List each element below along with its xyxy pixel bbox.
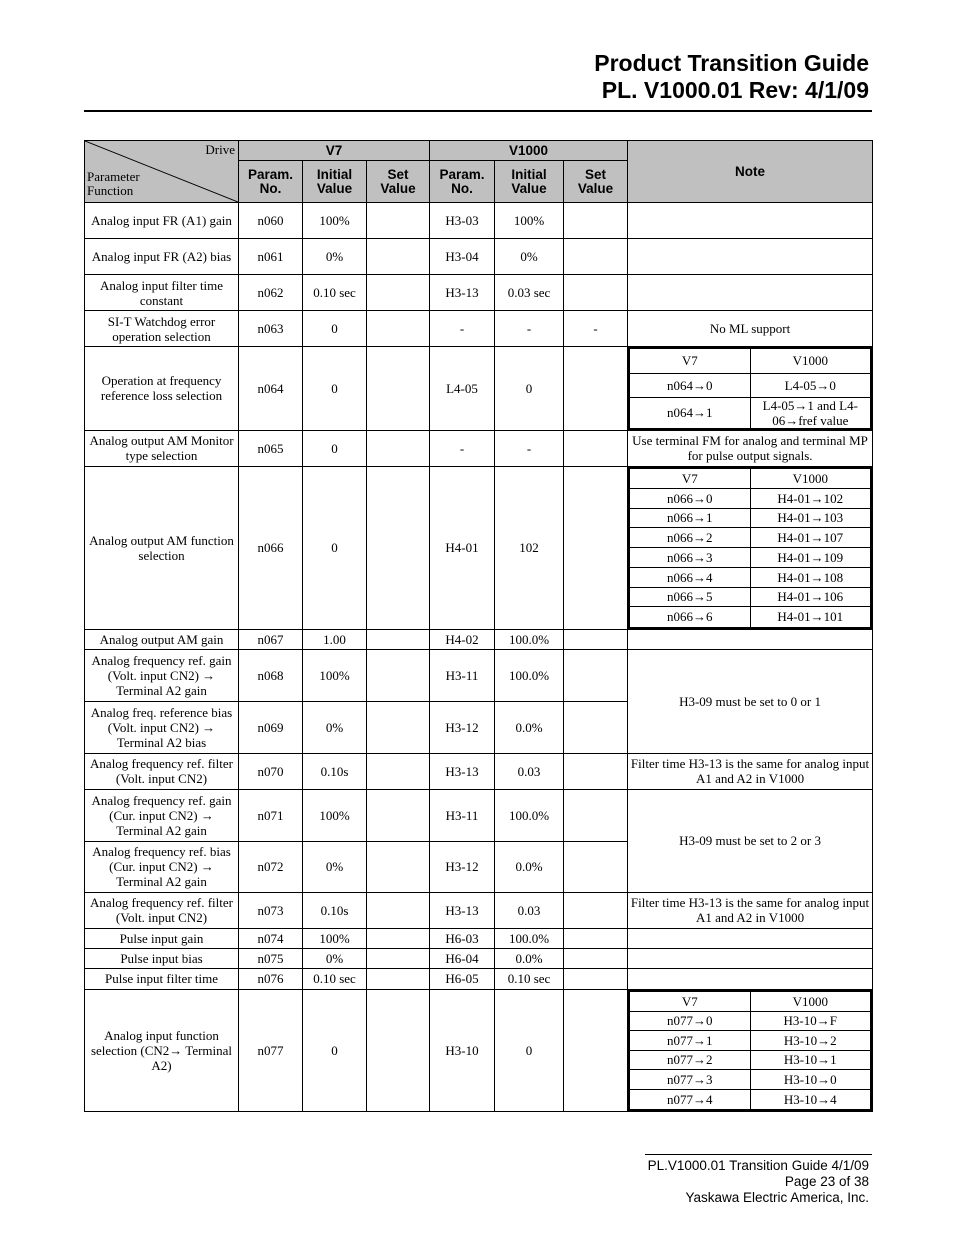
v7-param-no-cell: n060 [239, 203, 303, 239]
v1000-param-no-cell: H3-13 [430, 275, 495, 311]
v1000-param-no-cell: H3-13 [430, 892, 495, 928]
mapping-row [630, 607, 870, 627]
v1000-param-no-cell: H3-12 [430, 701, 495, 753]
v7-initial-value-header: Initial Value [303, 161, 367, 203]
v1000-set-value-cell [564, 466, 628, 629]
mapping-row [630, 567, 870, 587]
mapping-table [630, 349, 870, 428]
note-cell [628, 629, 873, 649]
table-row [85, 275, 873, 311]
table-row [85, 203, 873, 239]
note-cell [628, 239, 873, 275]
mapping-v1000-value: H4-01→106 [750, 587, 870, 607]
v7-set-value-cell [367, 275, 430, 311]
mapping-table-frame [628, 467, 872, 629]
mapping-table [630, 992, 870, 1109]
v7-set-value-cell [367, 239, 430, 275]
mapping-row [630, 397, 870, 428]
v1000-group-header: V1000 [430, 141, 628, 161]
v7-param-no-cell: n062 [239, 275, 303, 311]
v7-initial-value-cell: 0 [303, 347, 367, 431]
mapping-row [630, 1011, 870, 1031]
mapping-row [630, 528, 870, 548]
mapping-header-v7: V7 [630, 992, 750, 1012]
v7-set-value-cell [367, 968, 430, 989]
v7-set-value-cell [367, 649, 430, 701]
v1000-initial-value-cell: 100.0% [495, 789, 564, 841]
parameter-function-cell: Analog frequency ref. filter (Volt. input CN2) [85, 753, 239, 789]
note-cell [628, 968, 873, 989]
v7-param-no-cell: n068 [239, 649, 303, 701]
v1000-set-value-cell [564, 629, 628, 649]
v7-set-value-cell [367, 466, 430, 629]
table-row [85, 629, 873, 649]
title-line-1: Product Transition Guide [594, 50, 869, 76]
v1000-param-no-cell: - [430, 311, 495, 347]
corner-parameter-label [87, 170, 140, 198]
v1000-set-value-cell [564, 892, 628, 928]
mapping-v1000-value: L4-05→1 and L4-06→fref value [750, 397, 870, 428]
mapping-v1000-value: H3-10→0 [750, 1070, 870, 1090]
v1000-initial-value-cell: 102 [495, 466, 564, 629]
note-cell: H3-09 must be set to 0 or 1 [628, 649, 873, 753]
v1000-param-no-header: Param. No. [430, 161, 495, 203]
mapping-row [630, 1089, 870, 1109]
v7-param-no-cell: n063 [239, 311, 303, 347]
v1000-initial-value-cell: 100.0% [495, 629, 564, 649]
note-cell [628, 275, 873, 311]
v7-set-value-cell [367, 203, 430, 239]
page-footer [648, 1158, 869, 1206]
v1000-set-value-cell [564, 841, 628, 892]
v1000-initial-value-cell: 0% [495, 239, 564, 275]
v1000-initial-value-cell: 0.0% [495, 948, 564, 968]
v1000-set-value-cell [564, 649, 628, 701]
mapping-v7-value: n066→6 [667, 609, 713, 625]
footer-line-1: PL.V1000.01 Transition Guide 4/1/09 [647, 1158, 869, 1173]
v1000-initial-value-cell: - [495, 430, 564, 466]
mapping-v7-value: n066→4 [630, 567, 750, 587]
v1000-set-value-cell: - [564, 311, 628, 347]
v7-initial-value-cell: 100% [303, 789, 367, 841]
v7-param-no-cell: n066 [239, 466, 303, 629]
page-title [594, 50, 869, 104]
v1000-param-no-cell: H4-01 [430, 466, 495, 629]
v1000-set-value-cell [564, 928, 628, 948]
parameter-function-cell: Analog frequency ref. bias (Cur. input CN2) → Terminal A2 gain [85, 841, 239, 892]
v7-initial-value-cell: 0 [303, 430, 367, 466]
v7-initial-value-cell: 0% [303, 841, 367, 892]
mapping-row [630, 587, 870, 607]
v1000-param-no-cell: - [430, 430, 495, 466]
v1000-initial-value-cell: 100.0% [495, 928, 564, 948]
mapping-v1000-value: H4-01→109 [750, 548, 870, 568]
mapping-v1000-value: H4-01→107 [750, 528, 870, 548]
mapping-v1000-value: H3-10→1 [750, 1050, 870, 1070]
v7-set-value-cell [367, 989, 430, 1111]
mapping-v7-value: n077→2 [630, 1050, 750, 1070]
v7-set-value-cell [367, 311, 430, 347]
v7-initial-value-cell: 100% [303, 928, 367, 948]
mapping-table-frame [628, 990, 872, 1111]
v7-initial-value-cell: 0.10 sec [303, 968, 367, 989]
v7-set-value-cell [367, 701, 430, 753]
v1000-initial-value-cell: 0.03 [495, 892, 564, 928]
v1000-param-no-cell: H3-10 [430, 989, 495, 1111]
v7-param-no-cell: n067 [239, 629, 303, 649]
v7-initial-value-cell: 0% [303, 948, 367, 968]
mapping-row [630, 508, 870, 528]
parameter-function-cell: Analog frequency ref. filter (Volt. input CN2) [85, 892, 239, 928]
mapping-v1000-value: H3-10→4 [750, 1089, 870, 1109]
table-row [85, 948, 873, 968]
v1000-param-no-cell: H3-11 [430, 789, 495, 841]
note-cell [628, 203, 873, 239]
v1000-initial-value-cell: 0.10 sec [495, 968, 564, 989]
parameter-function-cell: Analog input function selection (CN2→ Terminal A2) [85, 989, 239, 1111]
mapping-v1000-value: H4-01→102 [750, 488, 870, 508]
v1000-set-value-cell [564, 968, 628, 989]
v7-set-value-cell [367, 789, 430, 841]
v1000-initial-value-header: Initial Value [495, 161, 564, 203]
parameter-function-cell: Analog output AM gain [85, 629, 239, 649]
v1000-param-no-cell: H3-13 [430, 753, 495, 789]
v1000-param-no-cell: H6-03 [430, 928, 495, 948]
header-rule [84, 110, 872, 112]
v7-param-no-header: Param. No. [239, 161, 303, 203]
parameter-function-cell: Analog output AM Monitor type selection [85, 430, 239, 466]
mapping-v7-value: n066→3 [630, 548, 750, 568]
mapping-table [630, 469, 870, 627]
v7-param-no-cell: n069 [239, 701, 303, 753]
mapping-v1000-value: H4-01→108 [750, 567, 870, 587]
v7-set-value-cell [367, 928, 430, 948]
table-row [85, 892, 873, 928]
footer-line-3: Yaskawa Electric America, Inc. [685, 1190, 869, 1205]
v7-initial-value-cell: 0 [303, 311, 367, 347]
v7-initial-value-cell: 0.10s [303, 753, 367, 789]
v1000-set-value-cell [564, 753, 628, 789]
v1000-initial-value-cell: 0.0% [495, 841, 564, 892]
v1000-set-value-cell [564, 989, 628, 1111]
v1000-set-value-cell [564, 347, 628, 431]
v1000-initial-value-cell: 100.0% [495, 649, 564, 701]
title-line-2: PL. V1000.01 Rev: 4/1/09 [601, 77, 869, 103]
v1000-param-no-cell: H6-05 [430, 968, 495, 989]
v1000-initial-value-cell: 0 [495, 989, 564, 1111]
corner-header-cell [85, 141, 239, 203]
v7-param-no-cell: n074 [239, 928, 303, 948]
v1000-set-value-cell [564, 430, 628, 466]
v1000-set-value-cell [564, 239, 628, 275]
v7-param-no-cell: n073 [239, 892, 303, 928]
mapping-v1000-value: L4-05→0 [750, 373, 870, 397]
v1000-param-no-cell: H3-11 [430, 649, 495, 701]
note-cell: H3-09 must be set to 2 or 3 [628, 789, 873, 892]
v1000-param-no-cell: H3-04 [430, 239, 495, 275]
v7-param-no-cell: n077 [239, 989, 303, 1111]
table-row [85, 928, 873, 948]
footer-rule [645, 1154, 872, 1155]
v7-param-no-cell: n061 [239, 239, 303, 275]
parameter-function-cell: Analog input FR (A1) gain [85, 203, 239, 239]
mapping-header-row [630, 469, 870, 489]
table-row [85, 466, 873, 629]
table-row [85, 649, 873, 701]
parameter-function-cell: SI-T Watchdog error operation selection [85, 311, 239, 347]
corner-drive-label: Drive [205, 142, 235, 157]
v1000-set-value-cell [564, 701, 628, 753]
parameter-function-cell: Operation at frequency reference loss selection [85, 347, 239, 431]
corner-param-line2: Function [87, 183, 134, 198]
mapping-header-row [630, 349, 870, 373]
parameter-function-cell: Pulse input filter time [85, 968, 239, 989]
mapping-row [630, 548, 870, 568]
note-cell: Use terminal FM for analog and terminal MP for pulse output signals. [628, 430, 873, 466]
v7-param-no-cell: n065 [239, 430, 303, 466]
v7-set-value-cell [367, 841, 430, 892]
v7-group-header: V7 [239, 141, 430, 161]
table-row [85, 311, 873, 347]
parameter-function-cell: Analog freq. reference bias (Volt. input CN2) → Terminal A2 bias [85, 701, 239, 753]
v7-param-no-cell: n072 [239, 841, 303, 892]
parameter-function-cell: Analog input filter time constant [85, 275, 239, 311]
mapping-header-v7: V7 [630, 349, 750, 373]
v1000-initial-value-cell: 0 [495, 347, 564, 431]
mapping-header-v1000: V1000 [750, 349, 870, 373]
mapping-row [630, 488, 870, 508]
v1000-set-value-cell [564, 948, 628, 968]
parameter-function-cell: Analog frequency ref. gain (Volt. input CN2) → Terminal A2 gain [85, 649, 239, 701]
corner-param-line1: Parameter [87, 169, 140, 184]
v7-initial-value-cell: 0 [303, 466, 367, 629]
note-cell [628, 347, 873, 431]
note-cell: Filter time H3-13 is the same for analog input A1 and A2 in V1000 [628, 892, 873, 928]
v7-param-no-cell: n070 [239, 753, 303, 789]
v7-param-no-cell: n076 [239, 968, 303, 989]
v7-param-no-cell: n071 [239, 789, 303, 841]
parameter-function-cell: Pulse input gain [85, 928, 239, 948]
mapping-header-v1000: V1000 [750, 992, 870, 1012]
mapping-header-row [630, 992, 870, 1012]
footer-line-2: Page 23 of 38 [784, 1174, 869, 1189]
mapping-v1000-value: H3-10→2 [750, 1031, 870, 1051]
mapping-row [630, 373, 870, 397]
mapping-v1000-value: H3-10→F [750, 1011, 870, 1031]
table-row [85, 347, 873, 431]
v1000-initial-value-cell: 0.03 sec [495, 275, 564, 311]
parameter-function-cell: Pulse input bias [85, 948, 239, 968]
v1000-param-no-cell: H3-12 [430, 841, 495, 892]
v1000-param-no-cell: L4-05 [430, 347, 495, 431]
v7-set-value-cell [367, 629, 430, 649]
v7-set-value-cell [367, 430, 430, 466]
mapping-row [630, 1050, 870, 1070]
v7-set-value-cell [367, 347, 430, 431]
v1000-param-no-cell: H6-04 [430, 948, 495, 968]
v1000-initial-value-cell: 0.0% [495, 701, 564, 753]
v1000-set-value-cell [564, 275, 628, 311]
mapping-v7-value: n077→1 [630, 1031, 750, 1051]
v7-initial-value-cell: 100% [303, 649, 367, 701]
v1000-param-no-cell: H3-03 [430, 203, 495, 239]
table-row [85, 239, 873, 275]
mapping-v1000-value: H4-01→101 [750, 607, 870, 627]
parameter-function-cell: Analog output AM function selection [85, 466, 239, 629]
mapping-row [630, 1031, 870, 1051]
mapping-v7-value: n077→4 [667, 1091, 713, 1107]
v7-initial-value-cell: 0% [303, 701, 367, 753]
mapping-header-v7: V7 [630, 469, 750, 489]
v7-initial-value-cell: 1.00 [303, 629, 367, 649]
mapping-v7-value: n064→0 [630, 373, 750, 397]
mapping-v7-value: n066→1 [630, 508, 750, 528]
mapping-v1000-value: H4-01→103 [750, 508, 870, 528]
v1000-param-no-cell: H4-02 [430, 629, 495, 649]
v1000-initial-value-cell: - [495, 311, 564, 347]
note-cell [628, 466, 873, 629]
mapping-v7-value: n066→5 [630, 587, 750, 607]
note-header: Note [628, 141, 873, 203]
parameter-function-cell: Analog frequency ref. gain (Cur. input CN2) → Terminal A2 gain [85, 789, 239, 841]
mapping-v7-value: n077→3 [630, 1070, 750, 1090]
table-row [85, 430, 873, 466]
note-cell: No ML support [628, 311, 873, 347]
v7-param-no-cell: n075 [239, 948, 303, 968]
table-row [85, 753, 873, 789]
parameter-function-cell: Analog input FR (A2) bias [85, 239, 239, 275]
v7-initial-value-cell: 0% [303, 239, 367, 275]
v7-set-value-cell [367, 892, 430, 928]
v1000-set-value-header: Set Value [564, 161, 628, 203]
table-row [85, 989, 873, 1111]
note-cell [628, 989, 873, 1111]
v1000-initial-value-cell: 0.03 [495, 753, 564, 789]
parameter-table [84, 140, 873, 1112]
v7-initial-value-cell: 100% [303, 203, 367, 239]
v1000-initial-value-cell: 100% [495, 203, 564, 239]
v7-initial-value-cell: 0.10s [303, 892, 367, 928]
mapping-v7-value: n077→0 [630, 1011, 750, 1031]
note-cell [628, 928, 873, 948]
v7-initial-value-cell: 0.10 sec [303, 275, 367, 311]
v7-set-value-cell [367, 753, 430, 789]
mapping-v7-value: n066→0 [630, 488, 750, 508]
table-row [85, 789, 873, 841]
mapping-v7-value: n064→1 [667, 405, 713, 420]
v7-set-value-cell [367, 948, 430, 968]
v7-param-no-cell: n064 [239, 347, 303, 431]
note-cell: Filter time H3-13 is the same for analog input A1 and A2 in V1000 [628, 753, 873, 789]
v1000-set-value-cell [564, 203, 628, 239]
v7-initial-value-cell: 0 [303, 989, 367, 1111]
table-row [85, 968, 873, 989]
mapping-v7-value: n066→2 [630, 528, 750, 548]
mapping-table-frame [628, 347, 872, 430]
note-cell [628, 948, 873, 968]
v7-set-value-header: Set Value [367, 161, 430, 203]
mapping-header-v1000: V1000 [750, 469, 870, 489]
mapping-row [630, 1070, 870, 1090]
v1000-set-value-cell [564, 789, 628, 841]
